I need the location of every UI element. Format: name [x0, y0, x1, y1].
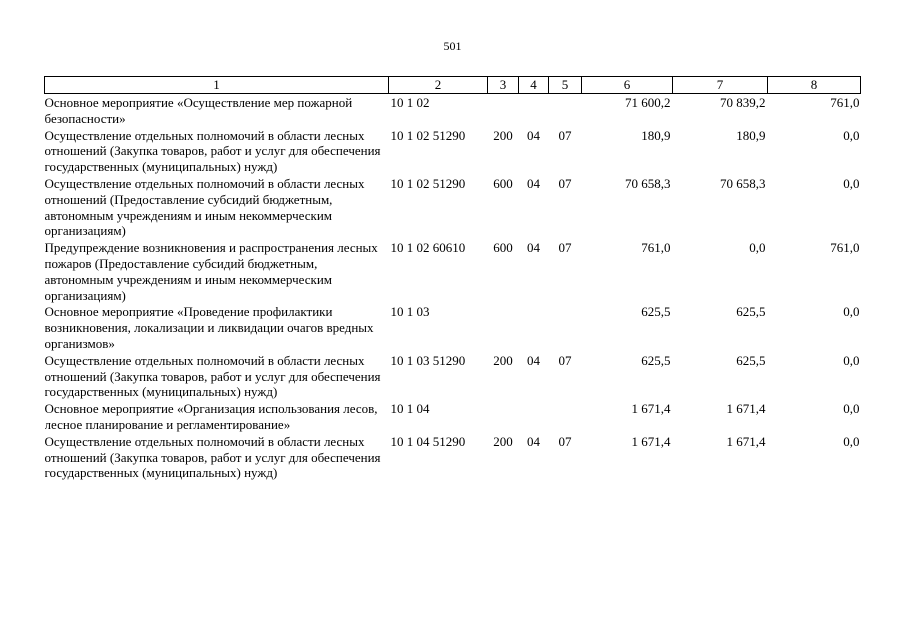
row-col-5: 07 [558, 240, 572, 256]
row-col-7: 625,5 [736, 304, 766, 320]
row-code: 10 1 02 [390, 95, 430, 110]
table-row [45, 127, 861, 175]
row-col-4: 04 [527, 127, 540, 143]
row-col-5: 07 [558, 433, 572, 449]
table-row [45, 175, 861, 239]
table-row [45, 239, 861, 303]
column-header: 7 [673, 77, 768, 94]
column-header: 1 [45, 77, 389, 94]
row-col-3 [488, 94, 519, 127]
row-col-3: 600 [493, 175, 513, 191]
row-name: Осуществление отдельных полномочий в области лесных отношений (Закупка товаров, работ и услуг для обеспечения государственных (муниципальных) нужд) [44, 127, 381, 175]
column-header: 3 [488, 77, 519, 94]
table-row [45, 352, 861, 400]
row-col-5 [549, 400, 582, 433]
table-row [45, 433, 861, 481]
row-col-4: 04 [527, 352, 540, 368]
row-col-4: 04 [527, 240, 540, 256]
row-col-7: 180,9 [736, 127, 766, 143]
row-col-8: 0,0 [843, 304, 860, 320]
row-col-5: 07 [558, 175, 572, 191]
budget-table [44, 76, 861, 481]
row-col-8: 0,0 [843, 433, 860, 449]
row-col-4 [519, 303, 549, 351]
row-col-5: 07 [558, 127, 572, 143]
row-col-6: 761,0 [641, 240, 671, 256]
row-col-4: 04 [527, 175, 540, 191]
row-code: 10 1 04 51290 [390, 433, 466, 449]
table-row [45, 94, 861, 127]
row-col-8: 0,0 [843, 127, 860, 143]
row-col-3: 200 [493, 127, 513, 143]
row-col-3 [488, 303, 519, 351]
table-row [45, 400, 861, 433]
column-header: 6 [582, 77, 673, 94]
row-name: Предупреждение возникновения и распространения лесных пожаров (Предоставление субсидий бюджетным, автономным учреждениям и иным некоммерческим организациям) [44, 240, 378, 303]
row-col-6: 70 658,3 [625, 175, 671, 191]
row-col-7: 0,0 [749, 240, 766, 256]
row-code: 10 1 02 51290 [390, 175, 466, 191]
column-header: 8 [768, 77, 861, 94]
row-name: Основное мероприятие «Осуществление мер пожарной безопасности» [44, 95, 353, 126]
row-col-4: 04 [527, 433, 540, 449]
row-code: 10 1 04 [390, 401, 430, 417]
column-header: 4 [519, 77, 549, 94]
row-col-3 [488, 400, 519, 433]
column-header: 5 [549, 77, 582, 94]
row-col-4 [519, 400, 549, 433]
row-col-3: 600 [493, 240, 513, 256]
row-name: Осуществление отдельных полномочий в области лесных отношений (Закупка товаров, работ и услуг для обеспечения государственных (муниципальных) нужд) [44, 433, 381, 481]
row-code: 10 1 03 [390, 304, 430, 320]
table-row [45, 303, 861, 351]
row-col-6: 180,9 [641, 127, 671, 143]
row-col-3: 200 [493, 352, 513, 368]
row-col-8: 0,0 [843, 352, 860, 368]
row-col-8: 0,0 [843, 175, 860, 191]
row-name: Основное мероприятие «Организация использования лесов, лесное планирование и регламентирование» [44, 401, 378, 432]
row-col-8: 761,0 [830, 240, 860, 256]
row-code: 10 1 02 60610 [390, 240, 466, 256]
row-col-7: 70 839,2 [720, 95, 766, 110]
row-col-6: 71 600,2 [625, 95, 671, 110]
page-number: 501 [443, 39, 462, 53]
row-name: Осуществление отдельных полномочий в области лесных отношений (Закупка товаров, работ и услуг для обеспечения государственных (муниципальных) нужд) [44, 352, 381, 400]
row-name: Осуществление отдельных полномочий в области лесных отношений (Предоставление субсидий бюджетным, автономным учреждениям и иным некоммерческим организациям) [44, 175, 365, 239]
row-col-6: 1 671,4 [631, 433, 671, 449]
row-code: 10 1 02 51290 [390, 127, 466, 143]
row-col-6: 1 671,4 [631, 401, 671, 417]
row-code: 10 1 03 51290 [390, 352, 466, 368]
row-col-3: 200 [493, 433, 513, 449]
row-col-6: 625,5 [641, 352, 671, 368]
row-col-7: 1 671,4 [726, 433, 766, 449]
row-col-5: 07 [558, 352, 572, 368]
row-col-4 [519, 94, 549, 127]
row-name: Основное мероприятие «Проведение профилактики возникновения, локализации и ликвидации очагов вредных организмов» [44, 304, 374, 351]
table-header-row [45, 77, 861, 94]
row-col-7: 625,5 [736, 352, 766, 368]
row-col-7: 70 658,3 [720, 175, 766, 191]
row-col-6: 625,5 [641, 304, 671, 320]
row-col-5 [549, 94, 582, 127]
row-col-8: 0,0 [843, 401, 860, 417]
row-col-7: 1 671,4 [726, 401, 766, 417]
row-col-8: 761,0 [830, 95, 860, 110]
row-col-5 [549, 303, 582, 351]
column-header: 2 [389, 77, 488, 94]
